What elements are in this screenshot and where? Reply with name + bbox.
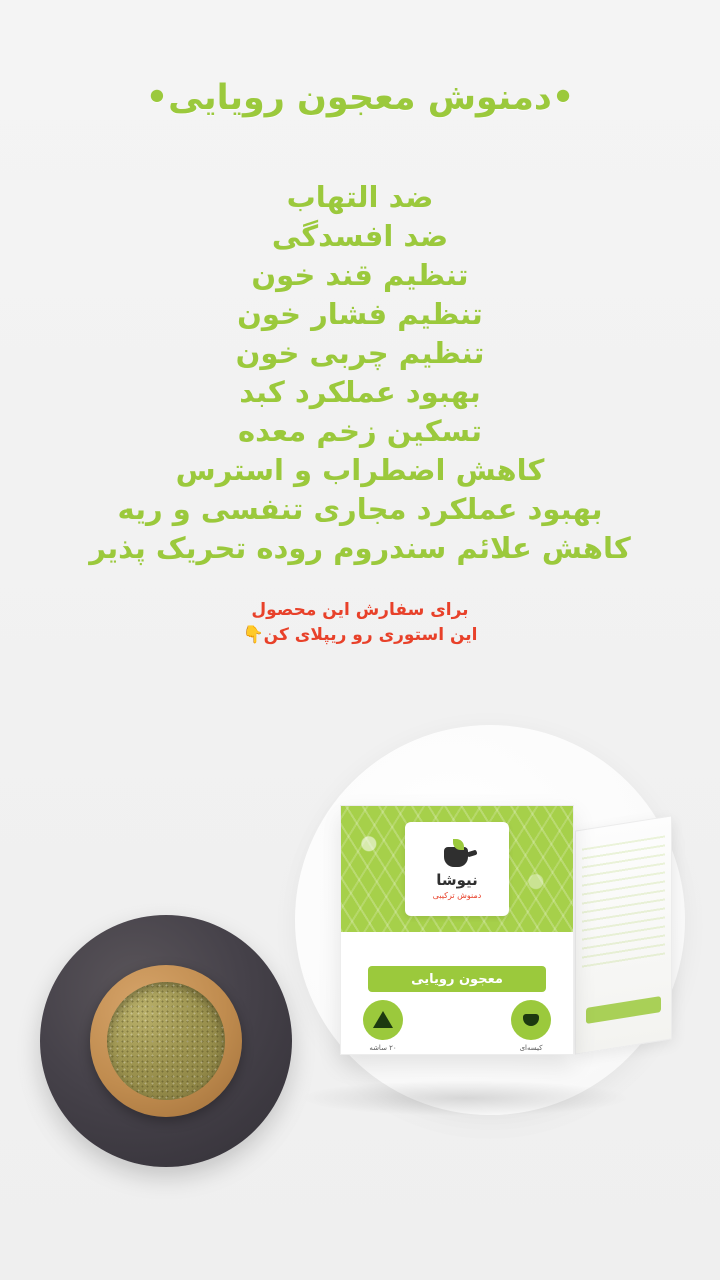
box-front-panel [340, 805, 574, 1055]
list-item: کاهش علائم سندروم روده تحریک پذیر [89, 531, 631, 565]
cta-line-1: برای سفارش این محصول [251, 600, 469, 620]
list-item: ضد التهاب [286, 180, 434, 214]
teapot-icon [440, 839, 474, 869]
flavour-label: معجون رویایی [368, 966, 546, 992]
cta-line-2-text: این استوری رو ریپلای کن [263, 625, 478, 645]
pyramid-sachet-badge-icon [363, 1000, 403, 1040]
brand-logo [405, 822, 509, 916]
herb-texture [107, 982, 225, 1100]
list-item: کاهش اضطراب و استرس [175, 453, 545, 487]
wooden-bowl [90, 965, 242, 1117]
product-box [330, 795, 630, 1095]
slate-plate [40, 915, 292, 1167]
brand-name: نیوشا [436, 870, 478, 889]
cta-line-2 [0, 623, 720, 648]
badge-caption-bag: کیسه‌ای [519, 1044, 543, 1052]
product-photo [0, 700, 720, 1260]
side-label-chip [586, 996, 661, 1024]
list-item: ضد افسدگی [271, 219, 449, 253]
benefits-list [0, 178, 720, 568]
list-item: تنظیم فشار خون [237, 297, 483, 331]
badge-caption-sachets: ۲۰ ساشه [369, 1044, 397, 1052]
side-pattern [582, 835, 665, 968]
list-item: بهبود عملکرد کبد [239, 375, 481, 409]
pointing-hand-icon: 👇 [242, 625, 264, 645]
list-item: تنظیم قند خون [251, 258, 469, 292]
brand-subtitle: دمنوش ترکیبی [432, 890, 482, 900]
list-item: تسکین زخم معده [238, 414, 482, 448]
herb-blend [107, 982, 225, 1100]
call-to-action [0, 598, 720, 648]
teabag-badge-icon [511, 1000, 551, 1040]
list-item: بهبود عملکرد مجاری تنفسی و ریه [117, 492, 603, 526]
page-title: •دمنوش معجون رویایی• [145, 78, 575, 118]
box-side-panel [575, 815, 672, 1054]
list-item: تنظیم چربی خون [235, 336, 485, 370]
